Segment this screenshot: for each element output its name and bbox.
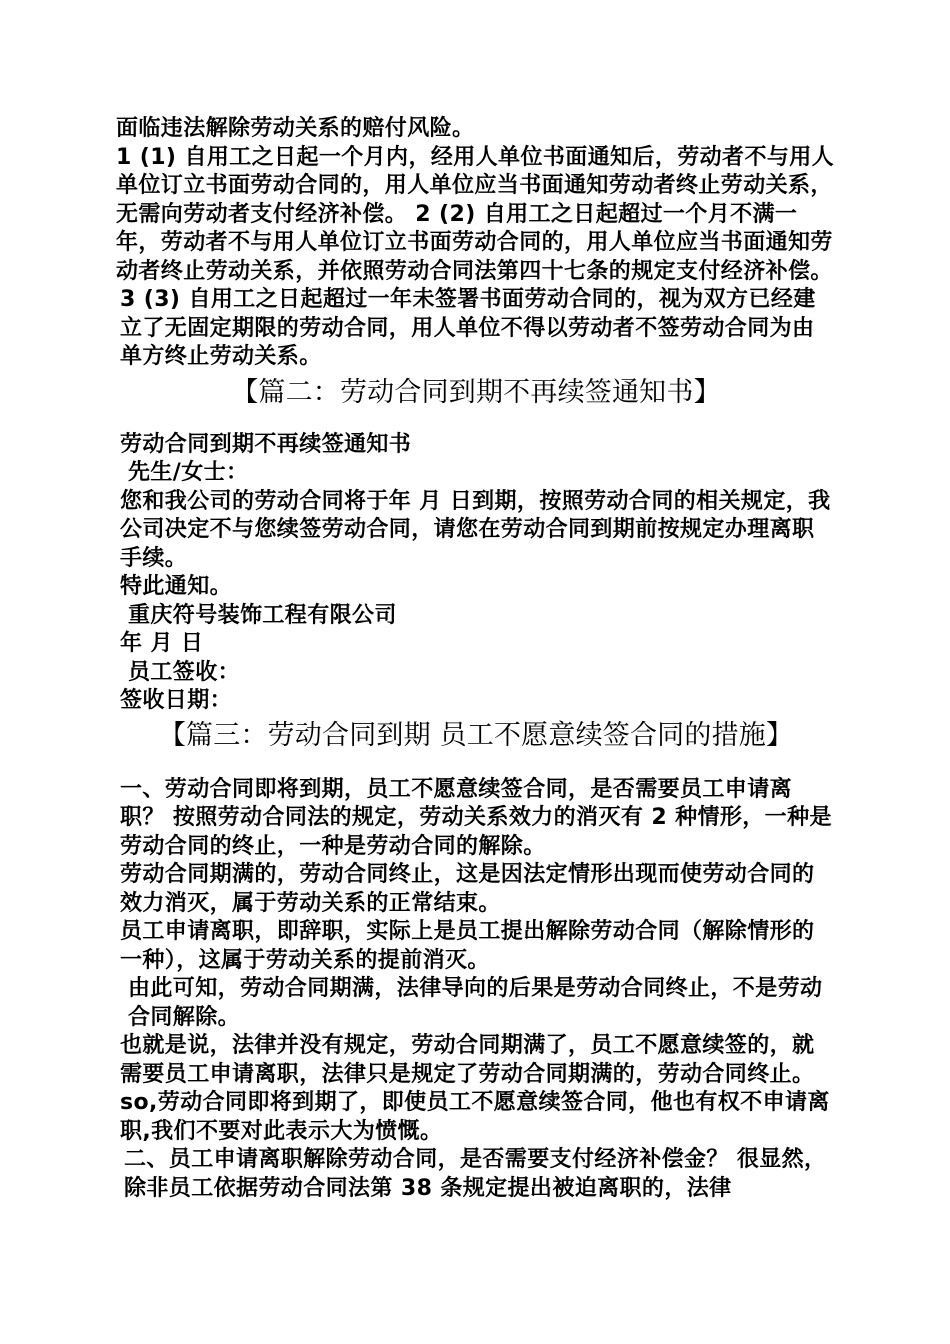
paragraph-clauses-1-2: 1 (1) 自用工之日起一个月内，经用人单位书面通知后，劳动者不与用人单位订立书面劳动合同的，用人单位应当书面通知劳动者终止劳动关系，无需向劳动者支付经济补偿。 2 (2) 自用工之日起超过一个月不满一年，劳动者不与用人单位订立书面劳动合同的，用人单位应当书面通知劳动者终止劳动关系，并依照劳动合同法第四十七条的规定支付经济补偿。 [116, 144, 835, 284]
notice-company: 重庆符号装饰工程有限公司 [128, 602, 397, 628]
section-heading-2: 【篇二：劳动合同到期不再续签通知书】 [231, 376, 721, 408]
document-body [116, 115, 836, 1203]
paragraph-resignation: 员工申请离职，即辞职，实际上是员工提出解除劳动合同（解除情形的一种），这属于劳动关系的提前消灭。 [120, 919, 815, 973]
notice-date: 年 月 日 [120, 631, 204, 656]
paragraph-conclusion: 由此可知，劳动合同期满，法律导向的后果是劳动合同终止，不是劳动合同解除。 [128, 976, 823, 1030]
section-heading-3: 【篇三：劳动合同到期 员工不愿意续签合同的措施】 [158, 719, 794, 751]
notice-body: 您和我公司的劳动合同将于年 月 日到期，按照劳动合同的相关规定，我公司决定不与您续签劳动合同，请您在劳动合同到期前按规定办理离职手续。 [120, 488, 831, 571]
paragraph-question-2: 二、员工申请离职解除劳动合同，是否需要支付经济补偿金？ 很显然，除非员工依据劳动合同法第 38 条规定提出被迫离职的，法律 [124, 1147, 827, 1201]
notice-salutation: 先生/女士： [128, 460, 249, 485]
notice-employee-sign: 员工签收： [128, 659, 241, 685]
paragraph-clause-3: 3 (3) 自用工之日起超过一年未签署书面劳动合同的，视为双方已经建立了无固定期限的劳动合同，用人单位不得以劳动者不签劳动合同为由单方终止劳动关系。 [120, 287, 816, 369]
paragraph-so: so,劳动合同即将到期了，即使员工不愿意续签合同，他也有权不申请离职,我们不要对此表示大为愤慨。 [120, 1090, 830, 1144]
paragraph-law-note: 也就是说，法律并没有规定，劳动合同期满了，员工不愿意续签的，就需要员工申请离职，法律只是规定了劳动合同期满的，劳动合同终止。 [120, 1033, 815, 1087]
notice-title: 劳动合同到期不再续签通知书 [120, 431, 412, 457]
paragraph-question-1: 一、劳动合同即将到期，员工不愿意续签合同，是否需要员工申请离职？ 按照劳动合同法的规定，劳动关系效力的消灭有 2 种情形，一种是劳动合同的终止，一种是劳动合同的解除。 [120, 776, 832, 859]
notice-closing: 特此通知。 [120, 574, 233, 599]
paragraph-expiry: 劳动合同期满的，劳动合同终止，这是因法定情形出现而使劳动合同的效力消灭，属于劳动关系的正常结束。 [120, 862, 815, 916]
paragraph-risk: 面临违法解除劳动关系的赔付风险。 [116, 116, 475, 141]
notice-sign-date: 签收日期： [120, 688, 233, 713]
